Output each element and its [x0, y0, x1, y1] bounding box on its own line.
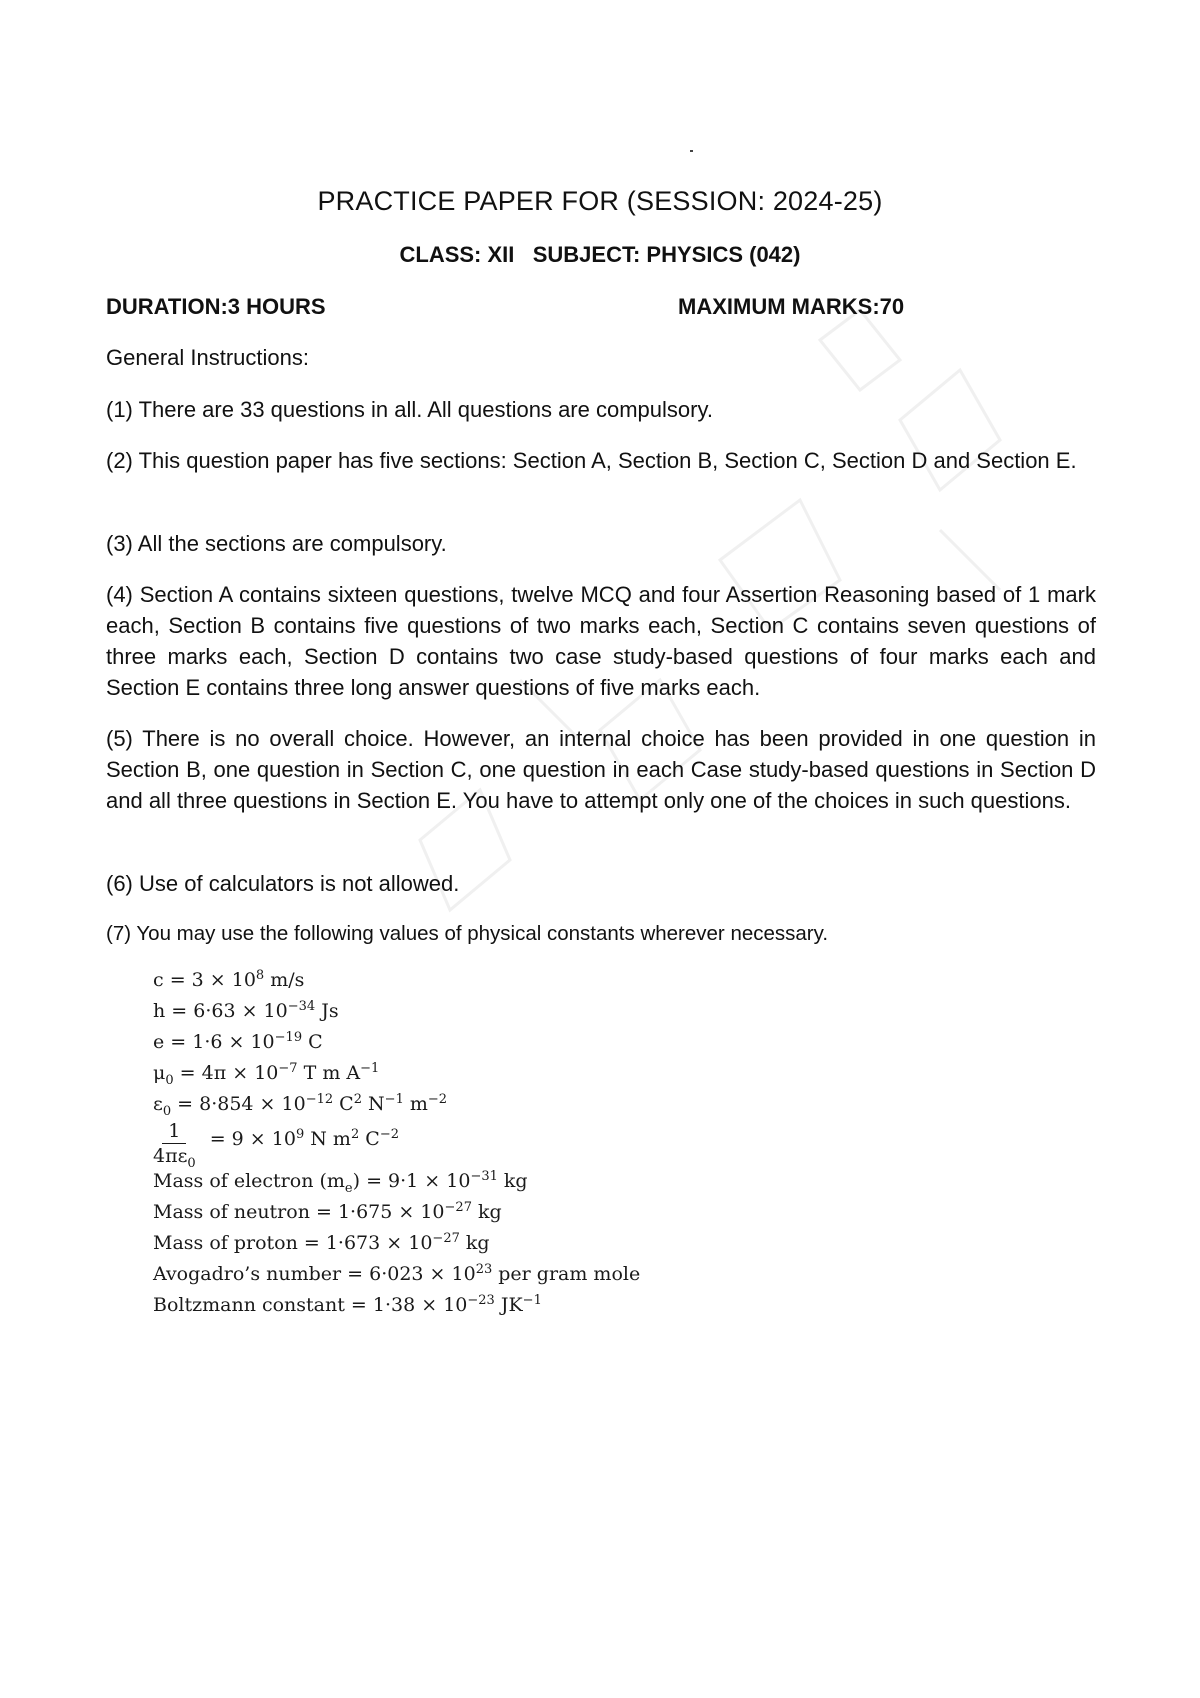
instruction-6: (6) Use of calculators is not allowed.: [106, 871, 460, 896]
instruction-3: (3) All the sections are compulsory.: [106, 531, 447, 556]
constant-boltzmann: Boltzmann constant = $1\cdot 38 \times 10^{-23}$ $JK^{-1}$: [153, 1293, 542, 1316]
constant-planck: $h = 6\cdot 63 \times 10^{-34}$ Js: [153, 999, 339, 1022]
instruction-7: (7) You may use the following values of physical constants wherever necessary.: [106, 922, 829, 945]
instruction-5: (5) There is no overall choice. However, an internal choice has been provided in one question in Section B, one question in Section C, one question in each Case study-based questions in Section D and all three questions in Section E. You have to attempt only one of the choices in such questions.: [106, 726, 1096, 813]
maximum-marks-label: MAXIMUM MARKS:70: [678, 294, 905, 319]
constant-permittivity: $\varepsilon_0 = 8\cdot 854 \times 10^{-12}$ $C^2$ $N^{-1}$ $m^{-2}$: [153, 1092, 448, 1119]
constant-electron-mass: Mass of electron $(m_e) = 9\cdot 1 \times 10^{-31}$ kg: [153, 1169, 528, 1196]
physical-constants-list: [153, 965, 853, 1321]
constant-electron-charge: $e = 1\cdot 6 \times 10^{-19}$ C: [153, 1030, 323, 1053]
instruction-2: (2) This question paper has five sections: Section A, Section B, Section C, Section D and Section E.: [106, 448, 1077, 473]
constant-permeability: $\mu_0 = 4\pi \times 10^{-7}$ T m $A^{-1}$: [153, 1061, 380, 1088]
constant-neutron-mass: Mass of neutron = $1\cdot 675 \times 10^{-27}$ kg: [153, 1200, 502, 1223]
duration-label: DURATION:3 HOURS: [106, 294, 326, 319]
stray-mark: [690, 150, 693, 152]
constant-avogadro: Avogadro’s number = $6\cdot 023 \times 10^{23}$ per gram mole: [153, 1262, 641, 1285]
instructions-heading: General Instructions:: [106, 345, 309, 370]
constant-proton-mass: Mass of proton = $1\cdot 673 \times 10^{-27}$ kg: [153, 1231, 490, 1254]
instruction-4: (4) Section A contains sixteen questions, twelve MCQ and four Assertion Reasoning based of 1 mark each, Section B contains five questions of two marks each, Section C contains seven questions of three marks each, Section D contains two case study-based questions of four marks each and Section E contains three long answer questions of five marks each.: [106, 582, 1096, 700]
constant-coulomb: $\frac{1}{4\pi\varepsilon_0}$ = $9 \times 10^9$ N $m^2$ $C^{-2}$: [153, 1119, 399, 1171]
coulomb-fraction: $\frac{1}{4\pi\varepsilon_0}$: [153, 1119, 196, 1171]
class-subject-line: CLASS: XII SUBJECT: PHYSICS (042): [399, 242, 801, 267]
paper-title: PRACTICE PAPER FOR (SESSION: 2024-25): [317, 186, 883, 216]
instruction-1: (1) There are 33 questions in all. All questions are compulsory.: [106, 397, 713, 422]
constant-speed-of-light: $c = 3 \times 10^8$ m/s: [153, 968, 305, 991]
